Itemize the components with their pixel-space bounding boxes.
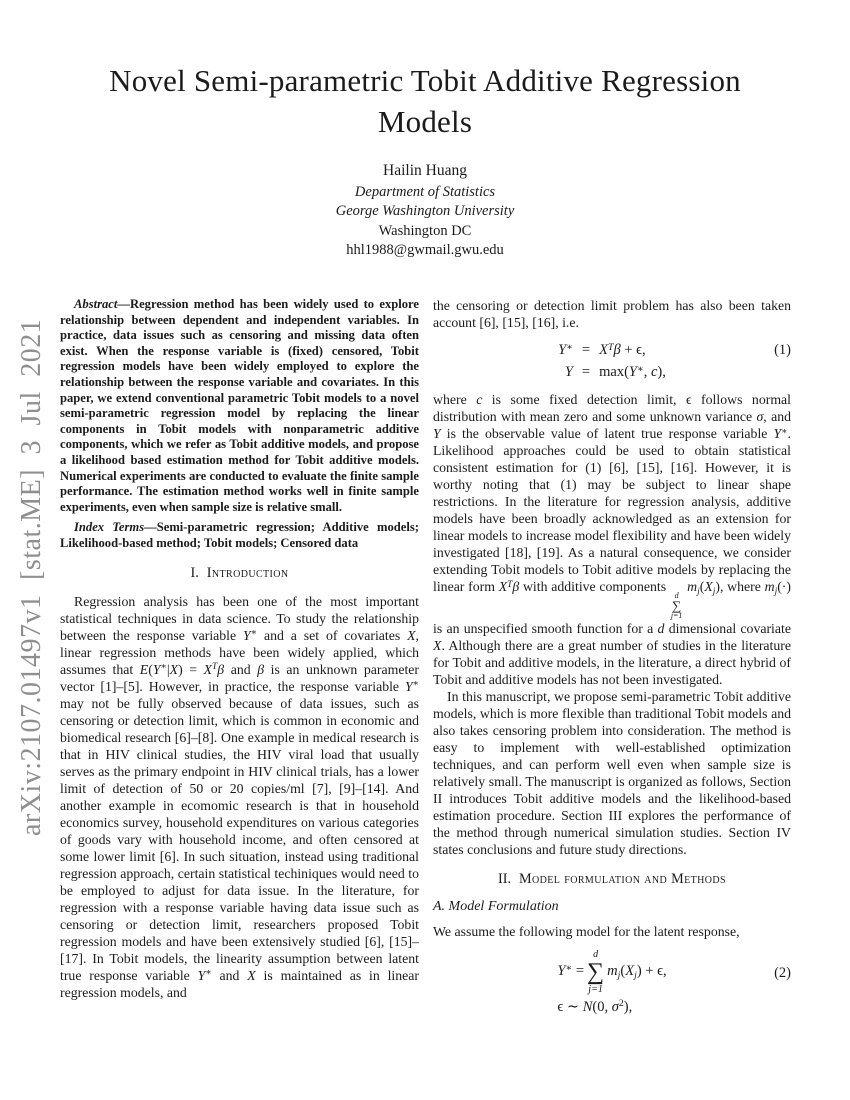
author-name: Hailin Huang bbox=[383, 162, 467, 179]
eq1-line2-lhs: Y bbox=[564, 364, 573, 380]
sigma-glyph: ∑ bbox=[587, 958, 605, 985]
index-terms-text: —Semi-parametric regression; Additive models; Likelihood-based method; Tobit models; Censored data bbox=[60, 520, 419, 550]
index-terms-label: Index Terms bbox=[74, 520, 145, 535]
eq1-line1-relation: = bbox=[581, 342, 591, 358]
eq1-line2-rhs: max(Y∗, c), bbox=[599, 363, 666, 380]
equation-2-number: (2) bbox=[774, 964, 791, 981]
eq1-line1-lhs: Y∗ bbox=[558, 341, 573, 358]
summation-lower-limit: j=1 bbox=[588, 983, 603, 995]
left-column bbox=[60, 297, 419, 1001]
abstract-label: Abstract bbox=[74, 297, 118, 311]
index-terms-paragraph bbox=[60, 520, 419, 551]
summation-symbol bbox=[587, 949, 604, 995]
section-2-title: Model formulation and Methods bbox=[519, 870, 726, 887]
section-2-number: II. bbox=[498, 870, 512, 887]
paper-title: Novel Semi-parametric Tobit Additive Regression Models bbox=[109, 63, 741, 139]
abstract-paragraph bbox=[60, 297, 419, 515]
equation-1 bbox=[433, 340, 791, 382]
section-2-heading bbox=[433, 871, 791, 888]
model-assumption-paragraph: We assume the following model for the latent response, bbox=[433, 923, 740, 939]
equation-1-body bbox=[459, 340, 765, 382]
after-eq1-paragraph: where c is some fixed detection limit, ϵ follows normal distribution with mean zero and some unknown variance σ, and Y is the observable value of latent true response variable Y∗. Likelihood approaches could be used to obtain statistical consistent estimation for (1) [6], [15], [16]. However, it is worthy noting that (1) may be subject to linear shape restrictions. In the literature for regression analysis, additive models have been broadly acknowledged as an extension for linear models to increase model flexibility and have been widely investigated [18], [19]. As a natural consequence, we consider extending Tobit models to Tobit aditive models by replacing the linear form $X^T\beta$ with additive components d ∑ j=1 $m_j(X_j)$, where $m_j(\cdot)$ is an unspecified smooth function for a d dimensional covariate X. Although there are a great number of studies in the literature for Tobit and additive models, in the literature, a direct hybrid of Tobit and additive models has not been investigated. bbox=[433, 392, 792, 687]
author-university: George Washington University bbox=[335, 203, 515, 219]
section-1-heading bbox=[60, 565, 419, 582]
arxiv-watermark: arXiv:2107.01497v1 [stat.ME] 3 Jul 2021 bbox=[16, 318, 47, 836]
eq2-rhs: $m_j(X_j) + \epsilon$, bbox=[607, 963, 667, 981]
equation-2 bbox=[433, 949, 791, 1016]
author-city: Washington DC bbox=[378, 222, 472, 239]
eq2-error-distribution: ϵ ∼ N(0, $\sigma^2$), bbox=[557, 998, 633, 1015]
subsection-a-heading: A. Model Formulation bbox=[433, 898, 559, 914]
summation-upper-limit: d bbox=[593, 948, 599, 960]
equation-2-body bbox=[459, 949, 765, 1016]
section-1-number: I. bbox=[190, 564, 199, 581]
abstract-text: —Regression method has been widely used to explore relationship between dependent and independent variables. In practice, data issues such as censoring and missing data often exist. When the response variable is (fixed) censored, Tobit regression models have been widely employed to explore the relationship between the response variable and covariates. In this paper, we extend conventional parametric Tobit models to a novel semi-parametric regression model by replacing the linear components in Tobit models with nonparametric additive components, which we refer as Tobit additive models, and propose a likelihood based estimation method for Tobit additive models. Numerical experiments are conducted to evaluate the finite sample performance. The estimation method works well in finite sample experiments, even when sample size is relative small. bbox=[60, 297, 419, 514]
equation-1-number: (1) bbox=[774, 342, 791, 358]
right-column bbox=[433, 297, 791, 1025]
eq2-lhs: Y∗ = bbox=[557, 962, 585, 980]
eq1-line2-relation: = bbox=[581, 364, 591, 380]
author-email: hhl1988@gwmail.gwu.edu bbox=[346, 242, 504, 258]
author-department: Department of Statistics bbox=[354, 183, 496, 200]
continuation-paragraph: the censoring or detection limit problem has also been taken account [6], [15], [16], i.e. bbox=[433, 298, 791, 330]
introduction-paragraph: Regression analysis has been one of the most important statistical techniques in data science. To study the relationship between the response variable Y∗ and a set of covariates X, linear regression methods have been widely applied, which assumes that $E(Y^∗|X) = X^T\beta$ and β is an unknown parameter vector [1]–[5]. However, in practice, the response variable Y∗ may not be fully observed because of data issues, such as censoring or detection limit, which is common in economic and biomedical research [6]–[8]. One example in medical research is that in HIV clinical studies, the HIV viral load that usually serves as the primary endpoint in HIV clinical trials, has a lower limit of detection of 50 or 20 copies/ml [7], [9]–[14]. And another example in ecomomic research is that in household economics survey, household expenditures on various categories of goods vary with household income, and often censored at some lower limit [6]. In such situation, instead using traditional regression approach, certain statistical techiniques would need to be employed to adjust for data issue. In the literature, for regression with a response variable having data issue such as censoring or detection limit, researchers proposed Tobit regression models and have been extensively studied [6], [15]–[17]. In Tobit models, the linearity assumption between latent true response variable Y∗ and X is maintained as in linear regression models, and bbox=[60, 593, 420, 1000]
manuscript-overview-paragraph: In this manuscript, we propose semi-parametric Tobit additive models, which is more flexible than traditional Tobit models and also takes censoring problem into consideration. The method is easy to implement with well-established optimization techniques, and can perform well even when sample size is relatively small. The manuscript is organized as follows, Section II introduces Tobit additive models and the likelihood-based estimation procedure. Section III explores the performance of the method through numerical simulation studies. Section IV states conclusions and future study directions. bbox=[433, 688, 791, 857]
author-block bbox=[0, 161, 850, 261]
section-1-title: Introduction bbox=[206, 564, 289, 581]
eq1-line1-rhs: $X^T\beta + \epsilon$, bbox=[599, 341, 646, 358]
